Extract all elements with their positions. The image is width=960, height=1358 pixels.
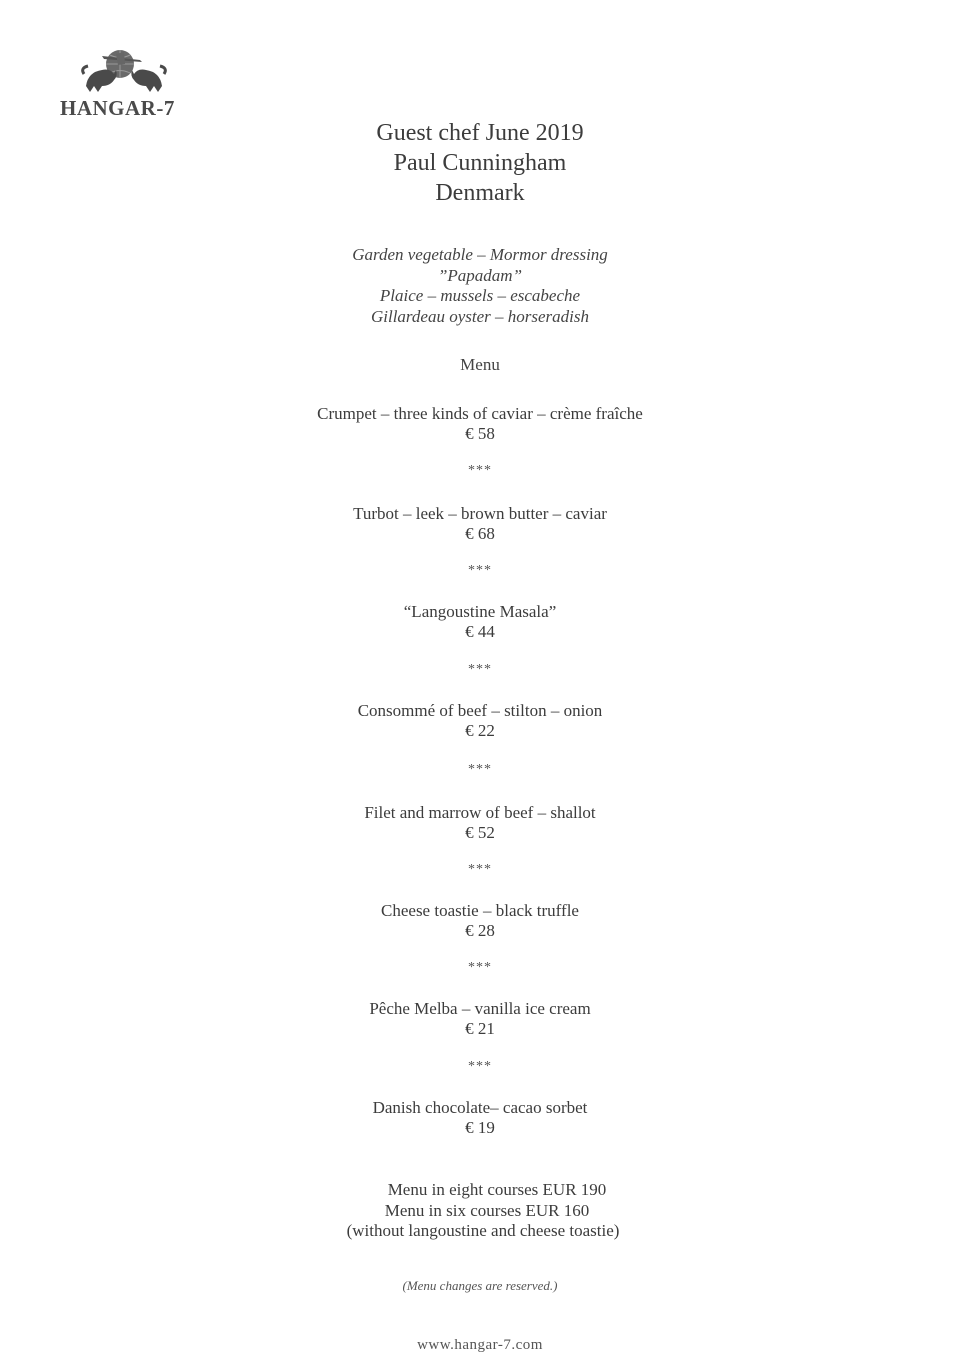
chef-country: Denmark (435, 180, 525, 206)
amuse-item: Plaice – mussels – escabeche (379, 286, 581, 305)
menu-heading: Menu (460, 355, 500, 374)
course-item (0, 404, 960, 444)
course-name: “Langoustine Masala” (403, 602, 557, 621)
course-name: Filet and marrow of beef – shallot (364, 803, 596, 822)
course-separator: *** (468, 960, 492, 975)
brand-name: HANGAR-7 (60, 96, 175, 120)
course-item (0, 999, 960, 1039)
course-price: € 22 (465, 721, 495, 740)
course-separator: *** (468, 1059, 492, 1074)
course-price: € 44 (465, 622, 495, 641)
course-separator: *** (468, 662, 492, 677)
course-separator: *** (468, 463, 492, 478)
course-price: € 68 (465, 524, 495, 543)
hangar-7-logo (58, 46, 198, 126)
amuse-bouche-list (0, 245, 960, 327)
chef-name: Paul Cunningham (393, 150, 567, 176)
website-link[interactable]: www.hangar-7.com (417, 1337, 543, 1353)
course-name: Turbot – leek – brown butter – caviar (353, 504, 607, 523)
course-separator: *** (468, 862, 492, 877)
course-name: Consommé of beef – stilton – onion (357, 701, 603, 720)
amuse-item: ”Papadam” (437, 265, 523, 285)
course-price: € 28 (465, 921, 495, 940)
course-price: € 52 (465, 823, 495, 842)
course-item (0, 1098, 960, 1138)
disclaimer: (Menu changes are reserved.) (402, 1278, 558, 1293)
course-name: Cheese toastie – black truffle (381, 901, 579, 920)
six-course-price: Menu in six courses EUR 160 (384, 1200, 590, 1220)
course-name: Danish chocolate– cacao sorbet (372, 1098, 588, 1117)
event-title: Guest chef June 2019 (376, 120, 584, 146)
eight-course-price: Menu in eight courses EUR 190 (387, 1180, 607, 1199)
guest-chef-header (0, 118, 960, 208)
amuse-item: Garden vegetable – Mormor dressing (352, 245, 608, 264)
course-item (0, 602, 960, 642)
course-item (0, 504, 960, 544)
menu-pricing (0, 1180, 960, 1242)
bulls-and-globe-icon (58, 46, 198, 98)
course-price: € 19 (465, 1118, 495, 1137)
course-item (0, 701, 960, 741)
course-name: Crumpet – three kinds of caviar – crème fraîche (317, 404, 643, 423)
course-separator: *** (468, 762, 492, 777)
course-item (0, 803, 960, 843)
course-price: € 21 (465, 1019, 495, 1038)
course-name: Pêche Melba – vanilla ice cream (369, 999, 591, 1018)
course-price: € 58 (465, 424, 495, 443)
six-course-note: (without langoustine and cheese toastie) (346, 1221, 620, 1240)
course-separator: *** (468, 563, 492, 578)
course-item (0, 901, 960, 941)
amuse-item: Gillardeau oyster – horseradish (370, 306, 589, 326)
